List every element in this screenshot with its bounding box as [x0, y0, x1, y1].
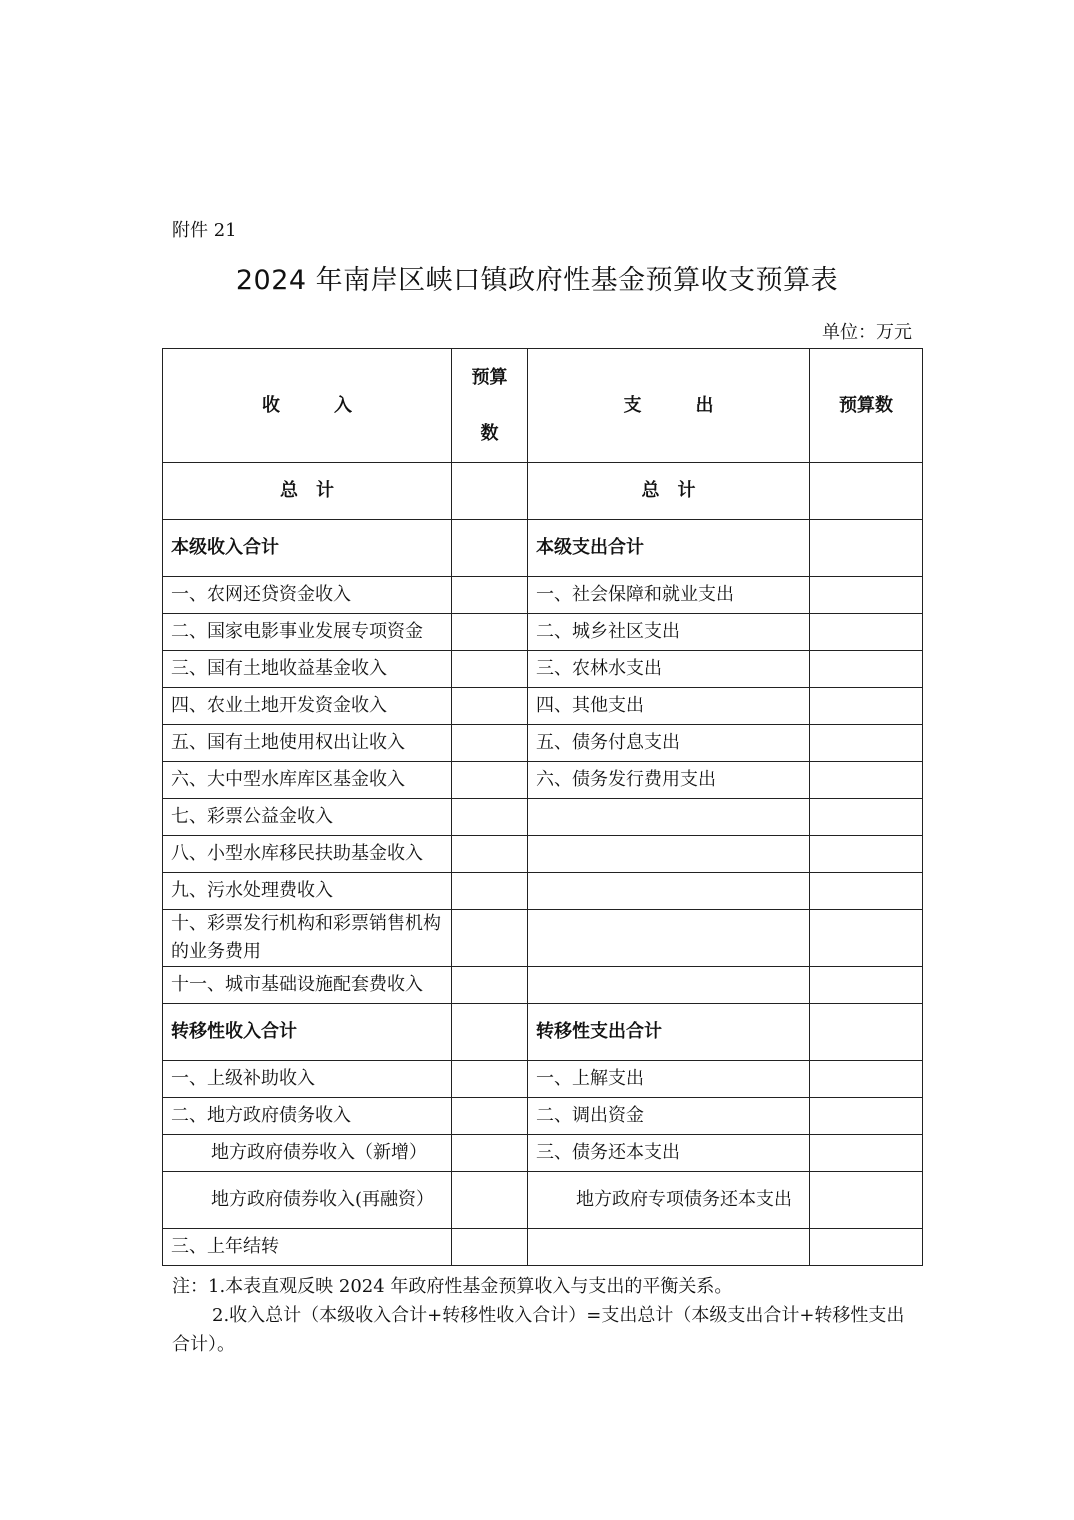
expense-item: 二、调出资金: [528, 1098, 810, 1135]
table-row: [163, 725, 923, 762]
income-item: 六、大中型水库库区基金收入: [163, 762, 452, 799]
income-item: 七、彩票公益金收入: [163, 799, 452, 836]
income-item: 三、上年结转: [163, 1229, 452, 1266]
income-value: [452, 1135, 528, 1172]
total-expense-label: 总 计: [528, 463, 810, 520]
transfer-income-title: 转移性收入合计: [163, 1004, 452, 1061]
income-value: [452, 688, 528, 725]
income-item: 四、农业土地开发资金收入: [163, 688, 452, 725]
table-row: [163, 1135, 923, 1172]
transfer-expense-title: 转移性支出合计: [528, 1004, 810, 1061]
total-row: [163, 463, 923, 520]
expense-item: 五、债务付息支出: [528, 725, 810, 762]
expense-item: [528, 910, 810, 967]
income-value: [452, 1172, 528, 1229]
income-value: [452, 1061, 528, 1098]
expense-item: 二、城乡社区支出: [528, 614, 810, 651]
header-income-amount-line2: 数: [480, 422, 499, 444]
income-item: 五、国有土地使用权出让收入: [163, 725, 452, 762]
expense-item: [528, 873, 810, 910]
income-item: 十一、城市基础设施配套费收入: [163, 967, 452, 1004]
expense-value: [810, 651, 923, 688]
expense-item: 六、债务发行费用支出: [528, 762, 810, 799]
expense-value: [810, 725, 923, 762]
header-income: 收 入: [163, 349, 452, 463]
income-item: 地方政府债券收入（新增）: [163, 1135, 452, 1172]
total-income-value: [452, 463, 528, 520]
expense-item: [528, 1229, 810, 1266]
income-item: 三、国有土地收益基金收入: [163, 651, 452, 688]
expense-value: [810, 577, 923, 614]
income-value: [452, 1229, 528, 1266]
income-value: [452, 799, 528, 836]
local-expense-title: 本级支出合计: [528, 520, 810, 577]
expense-item: [528, 836, 810, 873]
expense-value: [810, 1229, 923, 1266]
expense-item: 三、债务还本支出: [528, 1135, 810, 1172]
total-income-label: 总 计: [163, 463, 452, 520]
expense-item: [528, 799, 810, 836]
table-row: [163, 1172, 923, 1229]
expense-item: 一、上解支出: [528, 1061, 810, 1098]
expense-value: [810, 873, 923, 910]
transfer-income-value: [452, 1004, 528, 1061]
unit-label: 单位：万元: [822, 322, 912, 343]
income-value: [452, 651, 528, 688]
table-row: [163, 614, 923, 651]
expense-value: [810, 1061, 923, 1098]
table-row: [163, 873, 923, 910]
expense-value: [810, 762, 923, 799]
expense-item: 三、农林水支出: [528, 651, 810, 688]
local-income-value: [452, 520, 528, 577]
income-value: [452, 762, 528, 799]
income-item: 二、地方政府债务收入: [163, 1098, 452, 1135]
income-item: 九、污水处理费收入: [163, 873, 452, 910]
table-row: [163, 910, 923, 967]
income-value: [452, 873, 528, 910]
income-item: [163, 1172, 452, 1229]
table-row: [163, 762, 923, 799]
income-item: 一、农网还贷资金收入: [163, 577, 452, 614]
attachment-label: 附件 21: [172, 220, 237, 241]
budget-table: [162, 348, 923, 1266]
header-income-amount-line1: 预算: [471, 366, 508, 388]
table-notes: [172, 1272, 916, 1359]
income-item: 一、上级补助收入: [163, 1061, 452, 1098]
expense-item: 一、社会保障和就业支出: [528, 577, 810, 614]
transfer-expense-value: [810, 1004, 923, 1061]
expense-value: [810, 614, 923, 651]
local-subtotal-row: [163, 520, 923, 577]
table-row: [163, 967, 923, 1004]
table-row: [163, 651, 923, 688]
income-value: [452, 967, 528, 1004]
expense-value: [810, 1172, 923, 1229]
income-value: [452, 910, 528, 967]
note-line-1: 注：1.本表直观反映 2024 年政府性基金预算收入与支出的平衡关系。: [172, 1276, 733, 1297]
expense-value: [810, 836, 923, 873]
table-row: [163, 577, 923, 614]
income-item: 二、国家电影事业发展专项资金: [163, 614, 452, 651]
income-value: [452, 1098, 528, 1135]
expense-item: 四、其他支出: [528, 688, 810, 725]
income-item-text: 地方政府债券收入(再融资）: [211, 1189, 435, 1210]
expense-value: [810, 1098, 923, 1135]
table-row: [163, 1098, 923, 1135]
local-income-title: 本级收入合计: [163, 520, 452, 577]
expense-value: [810, 799, 923, 836]
note-line-2: 2.收入总计（本级收入合计+转移性收入合计）=支出总计（本级支出合计+转移性支出合计）。: [172, 1305, 905, 1355]
income-value: [452, 614, 528, 651]
expense-value: [810, 1135, 923, 1172]
table-header-row: [163, 349, 923, 463]
table-row: [163, 799, 923, 836]
header-expense-amount: 预算数: [810, 349, 923, 463]
expense-value: [810, 910, 923, 967]
income-value: [452, 836, 528, 873]
table-row: [163, 1061, 923, 1098]
table-row: [163, 1229, 923, 1266]
income-value: [452, 577, 528, 614]
expense-item-text: 地方政府专项债务还本支出: [576, 1189, 792, 1210]
transfer-subtotal-row: [163, 1004, 923, 1061]
income-item: 八、小型水库移民扶助基金收入: [163, 836, 452, 873]
income-value: [452, 725, 528, 762]
header-income-amount: [452, 349, 528, 463]
total-expense-value: [810, 463, 923, 520]
expense-value: [810, 688, 923, 725]
header-expense: 支 出: [528, 349, 810, 463]
income-item: 十、彩票发行机构和彩票销售机构的业务费用: [163, 910, 452, 967]
table-row: [163, 836, 923, 873]
local-expense-value: [810, 520, 923, 577]
expense-item: [528, 1172, 810, 1229]
expense-value: [810, 967, 923, 1004]
page-title: 2024 年南岸区峡口镇政府性基金预算收支预算表: [235, 265, 839, 296]
table-row: [163, 688, 923, 725]
expense-item: [528, 967, 810, 1004]
